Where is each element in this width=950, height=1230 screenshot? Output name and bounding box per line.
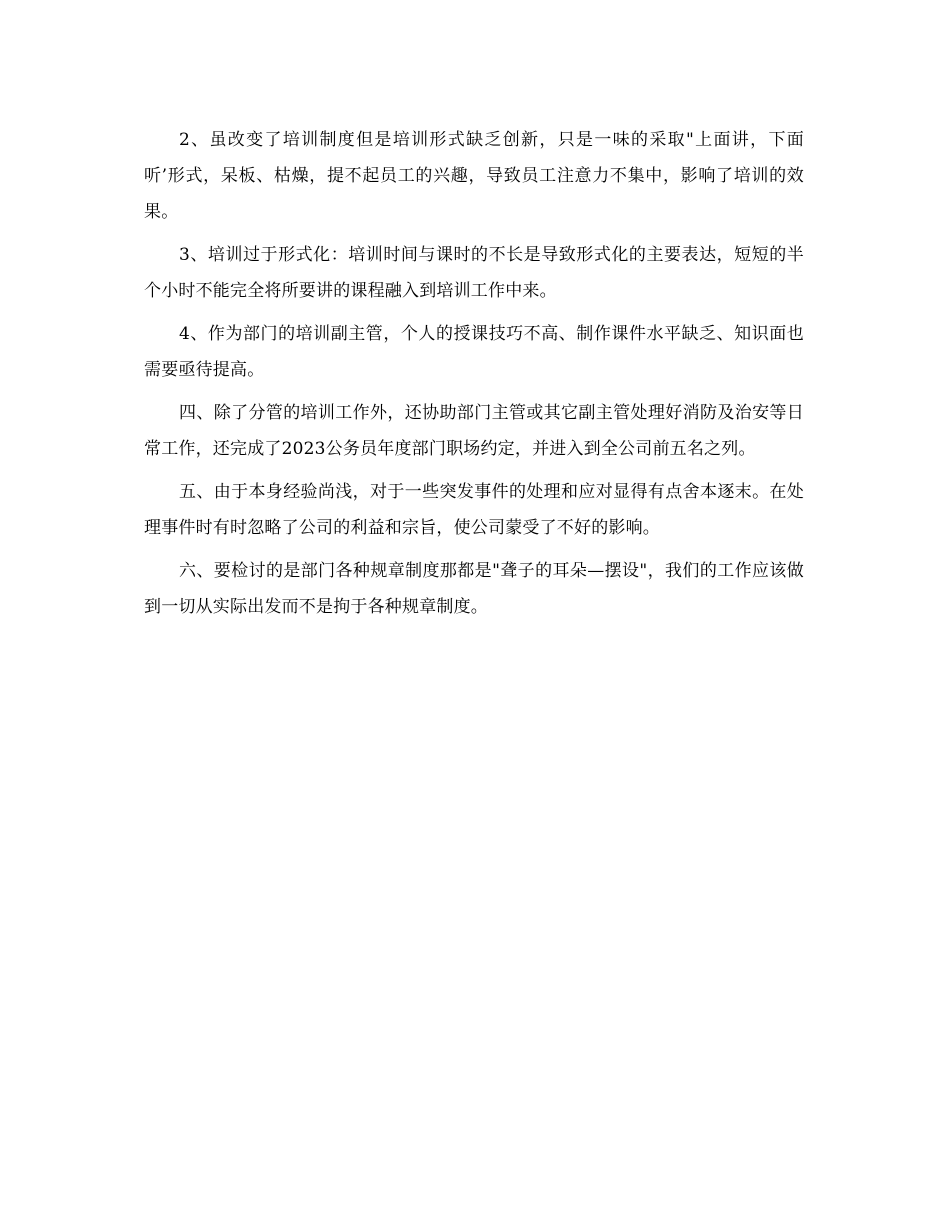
- paragraph-training-formalism: 3、培训过于形式化：培训时间与课时的不长是导致形式化的主要表达，短短的半个小时不能完全将所要讲的课程融入到培训工作中来。: [144, 245, 804, 301]
- paragraph-training-format: 2、虽改变了培训制度但是培训形式缺乏创新，只是一味的采取"上面讲，下面听’形式，呆板、枯燥，提不起员工的兴趣，导致员工注意力不集中，影响了培训的效果。: [144, 130, 804, 222]
- paragraph-assist-duties: 四、除了分管的培训工作外，还协助部门主管或其它副主管处理好消防及治安等日常工作，还完成了2023公务员年度部门职场约定，并进入到全公司前五名之列。: [144, 403, 804, 459]
- paragraph-teaching-skills: 4、作为部门的培训副主管，个人的授课技巧不高、制作课件水平缺乏、知识面也需要亟待提高。: [144, 324, 804, 380]
- paragraph-experience: 五、由于本身经验尚浅，对于一些突发事件的处理和应对显得有点舍本逐末。在处理事件时有时忽略了公司的利益和宗旨，使公司蒙受了不好的影响。: [144, 482, 804, 538]
- paragraph-regulations: 六、要检讨的是部门各种规章制度那都是"聋子的耳朵—摆设"，我们的工作应该做到一切从实际出发而不是拘于各种规章制度。: [144, 561, 804, 617]
- document-body: [144, 122, 804, 632]
